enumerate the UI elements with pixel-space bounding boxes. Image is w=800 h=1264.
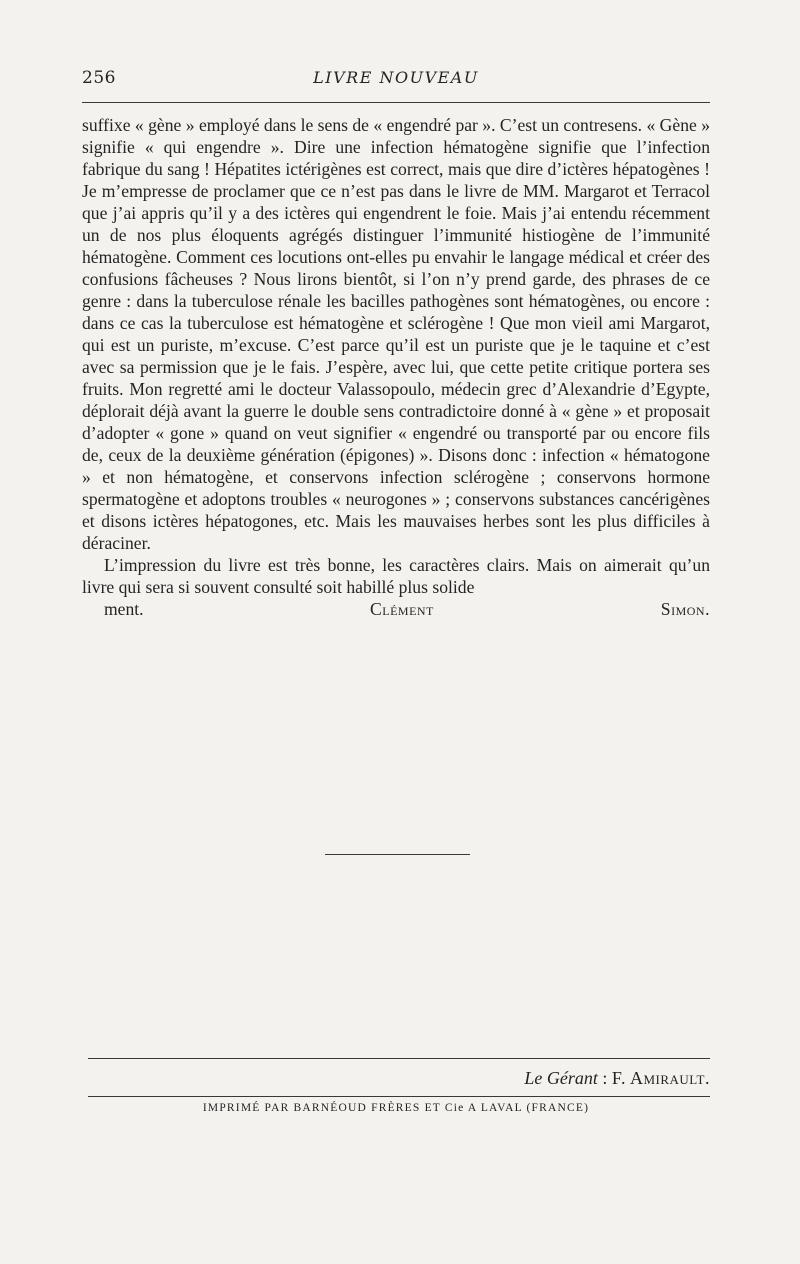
author-signature: Clément Simon. xyxy=(370,599,710,619)
running-title: LIVRE NOUVEAU xyxy=(313,68,479,87)
page-header xyxy=(82,68,710,94)
section-end-divider xyxy=(325,854,470,855)
footer-divider-bottom xyxy=(88,1096,710,1097)
manager-label: Le Gérant xyxy=(524,1068,598,1088)
printer-imprint: IMPRIMÉ PAR BARNÉOUD FRÈRES ET Cie A LAVAL (FRANCE) xyxy=(202,1102,590,1114)
page-number: 256 xyxy=(82,68,116,88)
paragraph-2-end: ment. xyxy=(104,599,144,619)
article-body xyxy=(82,114,710,620)
paragraph-2 xyxy=(82,554,710,620)
manager-credit xyxy=(524,1068,710,1089)
header-divider xyxy=(82,102,710,103)
signature-line xyxy=(82,598,710,620)
paragraph-2-text: L’impression du livre est très bonne, les caractères clairs. Mais on aimerait qu’un livre qui sera si souvent consulté soit habillé plus solide xyxy=(82,555,710,597)
manager-name: F. Amirault. xyxy=(611,1068,710,1088)
paragraph-1: suffixe « gène » employé dans le sens de « engendré par ». C’est un contresens. « Gène » signifie « qui engendre ». Dire une infection hématogène signifie que l’infection fabrique du sang ! Hépatites ictérigènes est correct, mais que dire d’ictères hépatogènes ! Je m’empresse de proclamer que ce n’est pas dans le livre de MM. Margarot et Terracol que j’ai appris qu’il y a des ictères qui engendrent le foie. Mais j’ai entendu récemment un de nos plus éloquents agrégés distinguer l’immunité histiogène de l’immunité hématogène. Comment ces locutions ont-elles pu envahir le langage médical et créer des confusions fâcheuses ? Nous lirons bientôt, si l’on n’y prend garde, des phrases de ce genre : dans la tuberculose rénale les bacilles pathogènes sont hématogènes, ou encore : dans ce cas la tuberculose est hématogène et sclérogène ! Que mon vieil ami Margarot, qui est un puriste, m’excuse. C’est parce qu’il est un puriste que je le taquine et c’est avec sa permission que je le fais. J’espère, avec lui, que cette petite critique portera ses fruits. Mon regretté ami le docteur Valassopoulo, médecin grec d’Alexandrie d’Egypte, déplorait déjà avant la guerre le double sens contradictoire donné à « gène » et proposait d’adopter « gone » quand on veut signifier « engendré ou transporté par ou encore fils de, ceux de la deuxième génération (épigones) ». Disons donc : infection « hématogone » et non hématogène, et conservons infection sclérogène ; conservons hormone spermatogène et adoptons troubles « neurogones » ; conservons substances cancérigènes et disons ictères hépatogones, etc. Mais les mauvaises herbes sont les plus difficiles à déraciner. xyxy=(82,115,710,553)
manager-separator: : xyxy=(597,1068,612,1088)
footer-divider-top xyxy=(88,1058,710,1059)
